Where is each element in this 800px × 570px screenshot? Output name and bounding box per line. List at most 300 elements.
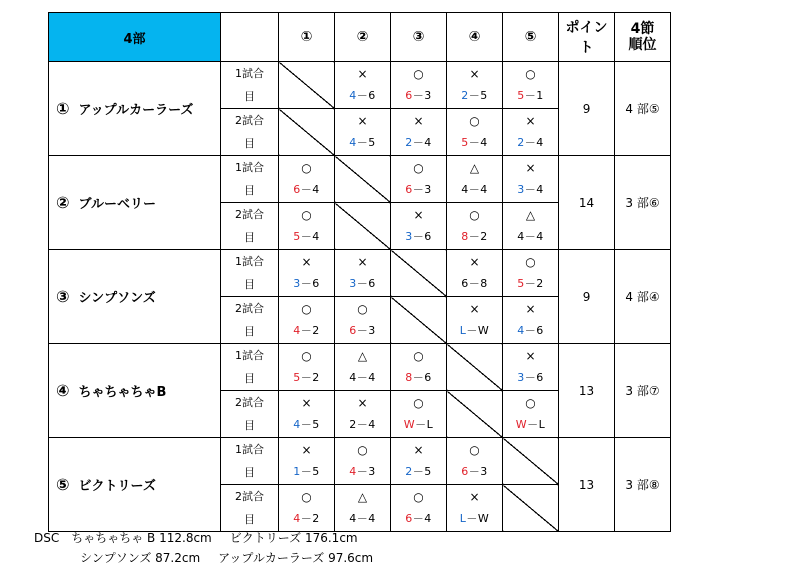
result-symbol: ○: [525, 396, 536, 410]
match-label: [221, 485, 279, 532]
team-name: シンプソンズ: [77, 250, 221, 344]
match-result: [279, 250, 335, 297]
score: [503, 179, 558, 201]
score-opponent: 5: [312, 418, 320, 431]
col-header-1: ①: [279, 13, 335, 62]
score-dash: －: [356, 324, 369, 337]
score: [447, 508, 502, 530]
match-result: [391, 156, 447, 203]
self-match-diagonal: [279, 62, 335, 109]
team-name: ブルーベリー: [77, 156, 221, 250]
score-own: 6: [349, 324, 357, 337]
match-label-line2: 目: [244, 184, 256, 197]
score: [391, 508, 446, 530]
match-result: [503, 297, 559, 344]
team-rank: 3 部⑦: [615, 344, 671, 438]
result-symbol: ○: [301, 490, 312, 504]
score: [391, 461, 446, 483]
team-number: ⑤: [49, 438, 77, 532]
score-dash: －: [468, 183, 481, 196]
match-result: [279, 344, 335, 391]
team-number: ②: [49, 156, 77, 250]
score: [279, 273, 334, 295]
col-header-5: ⑤: [503, 13, 559, 62]
score-own: 3: [517, 183, 525, 196]
score: [335, 320, 390, 342]
match-label-line1: 2試合: [235, 490, 265, 503]
score-opponent: 4: [368, 418, 376, 431]
team-5-match-1-row: [49, 438, 671, 485]
score-dash: －: [300, 277, 313, 290]
score-dash: －: [412, 136, 425, 149]
match-label: [221, 250, 279, 297]
result-symbol: ×: [469, 255, 480, 269]
score-dash: －: [412, 230, 425, 243]
score: [447, 85, 502, 107]
match-label-line2: 目: [244, 231, 256, 244]
rank-header-line2: 順位: [628, 37, 657, 53]
result-symbol: ×: [469, 490, 480, 504]
score: [503, 85, 558, 107]
score: [447, 132, 502, 154]
score: [391, 226, 446, 248]
score-dash: －: [356, 136, 369, 149]
score-own: L: [459, 512, 467, 525]
result-symbol: ×: [301, 255, 312, 269]
match-label: [221, 156, 279, 203]
footer-line-2: [34, 548, 373, 568]
score-dash: －: [468, 465, 481, 478]
match-result: [391, 344, 447, 391]
result-symbol: ○: [525, 67, 536, 81]
score-dash: －: [412, 512, 425, 525]
score-dash: －: [300, 324, 313, 337]
score-dash: －: [466, 512, 478, 525]
footer-line-2-a: シンプソンズ 87.2cm: [80, 551, 201, 565]
score-dash: －: [356, 371, 369, 384]
match-label: [221, 438, 279, 485]
score-opponent: L: [538, 418, 546, 431]
col-header-3: ③: [391, 13, 447, 62]
match-result: [391, 109, 447, 156]
score-dash: －: [300, 230, 313, 243]
score-opponent: 8: [480, 277, 488, 290]
score-own: 8: [405, 371, 413, 384]
score-opponent: W: [477, 512, 490, 525]
result-symbol: ○: [357, 302, 368, 316]
score-dash: －: [356, 89, 369, 102]
score-opponent: 5: [424, 465, 432, 478]
match-label: [221, 344, 279, 391]
score-own: 4: [349, 136, 357, 149]
match-result: [391, 438, 447, 485]
result-symbol: ○: [301, 161, 312, 175]
score-dash: －: [300, 371, 313, 384]
score: [279, 414, 334, 436]
self-match-diagonal: [503, 438, 559, 485]
score-opponent: 4: [480, 136, 488, 149]
score-opponent: 5: [368, 136, 376, 149]
score-dash: －: [300, 183, 313, 196]
score-opponent: 6: [536, 324, 544, 337]
score: [279, 320, 334, 342]
result-symbol: ×: [413, 114, 424, 128]
match-result: [447, 203, 503, 250]
result-symbol: ×: [357, 114, 368, 128]
match-result: [391, 203, 447, 250]
score-dash: －: [468, 277, 481, 290]
footer-line-2-b: アップルカーラーズ 97.6cm: [218, 551, 374, 565]
score-own: 6: [405, 183, 413, 196]
match-result: [335, 297, 391, 344]
score: [279, 461, 334, 483]
score-opponent: 4: [368, 512, 376, 525]
score-own: 6: [293, 183, 301, 196]
match-label-line1: 1試合: [235, 349, 265, 362]
score: [335, 273, 390, 295]
score-dash: －: [300, 465, 313, 478]
result-symbol: ○: [301, 208, 312, 222]
result-symbol: ×: [301, 443, 312, 457]
score-own: 2: [461, 89, 469, 102]
match-label-line2: 目: [244, 419, 256, 432]
match-label-line2: 目: [244, 466, 256, 479]
score-opponent: 4: [312, 230, 320, 243]
score-dash: －: [524, 324, 537, 337]
match-label-line1: 2試合: [235, 208, 265, 221]
score-dash: －: [466, 324, 478, 337]
score-dash: －: [524, 183, 537, 196]
score-dash: －: [356, 418, 369, 431]
score-own: 4: [293, 418, 301, 431]
footer-line-1-a: DSC ちゃちゃちゃ B 112.8cm: [34, 531, 212, 545]
match-result: [279, 391, 335, 438]
score-dash: －: [468, 136, 481, 149]
score: [391, 367, 446, 389]
score-opponent: 3: [424, 183, 432, 196]
score: [447, 179, 502, 201]
team-points: 13: [559, 344, 615, 438]
team-2-match-1-row: [49, 156, 671, 203]
team-points: 9: [559, 250, 615, 344]
score: [503, 226, 558, 248]
score: [447, 320, 502, 342]
self-match-diagonal: [391, 297, 447, 344]
result-symbol: △: [469, 161, 480, 175]
match-result: [447, 156, 503, 203]
score-dash: －: [524, 230, 537, 243]
score-dash: －: [412, 371, 425, 384]
result-symbol: ×: [525, 114, 536, 128]
match-result: [335, 344, 391, 391]
team-name: アップルカーラーズ: [77, 62, 221, 156]
match-result: [447, 109, 503, 156]
score-opponent: 2: [480, 230, 488, 243]
score-dash: －: [524, 371, 537, 384]
team-1-match-1-row: [49, 62, 671, 109]
score-dash: －: [524, 277, 537, 290]
score-opponent: 6: [368, 277, 376, 290]
score-own: 4: [293, 512, 301, 525]
result-symbol: ○: [413, 396, 424, 410]
team-rank: 4 部④: [615, 250, 671, 344]
score-opponent: W: [477, 324, 490, 337]
score-own: 3: [405, 230, 413, 243]
score-dash: －: [412, 89, 425, 102]
score: [503, 273, 558, 295]
score-own: 4: [349, 512, 357, 525]
match-label-line1: 1試合: [235, 161, 265, 174]
score-dash: －: [356, 465, 369, 478]
header-row: [49, 13, 671, 62]
result-symbol: ○: [413, 490, 424, 504]
score-own: 2: [517, 136, 525, 149]
match-label-line2: 目: [244, 372, 256, 385]
score-own: 5: [293, 371, 301, 384]
score-dash: －: [412, 465, 425, 478]
result-symbol: ×: [525, 161, 536, 175]
score-dash: －: [356, 512, 369, 525]
score-dash: －: [524, 89, 537, 102]
score-opponent: L: [426, 418, 434, 431]
match-label: [221, 297, 279, 344]
match-label-line1: 1試合: [235, 443, 265, 456]
match-result: [391, 62, 447, 109]
team-points: 14: [559, 156, 615, 250]
self-match-diagonal: [447, 344, 503, 391]
score-opponent: 2: [312, 324, 320, 337]
score: [279, 508, 334, 530]
score: [447, 226, 502, 248]
result-symbol: ×: [525, 302, 536, 316]
match-result: [335, 109, 391, 156]
score-opponent: 3: [368, 324, 376, 337]
score: [447, 273, 502, 295]
match-result: [279, 485, 335, 532]
team-points: 13: [559, 438, 615, 532]
score-own: 5: [293, 230, 301, 243]
team-3-match-1-row: [49, 250, 671, 297]
score-opponent: 5: [480, 89, 488, 102]
self-match-diagonal: [279, 109, 335, 156]
score-own: 6: [405, 89, 413, 102]
score-dash: －: [468, 89, 481, 102]
score-opponent: 6: [536, 371, 544, 384]
result-symbol: ×: [469, 302, 480, 316]
score-own: 4: [461, 183, 469, 196]
match-label: [221, 109, 279, 156]
score-own: 4: [349, 465, 357, 478]
score-own: 4: [293, 324, 301, 337]
result-symbol: ○: [413, 67, 424, 81]
result-symbol: ×: [413, 208, 424, 222]
score-dash: －: [527, 418, 539, 431]
score-dash: －: [468, 230, 481, 243]
score: [335, 367, 390, 389]
score: [391, 132, 446, 154]
match-result: [391, 391, 447, 438]
result-symbol: △: [357, 349, 368, 363]
match-result: [279, 297, 335, 344]
footer-line-1-b: ビクトリーズ 176.1cm: [229, 531, 358, 545]
score-own: 5: [517, 89, 525, 102]
match-result: [503, 391, 559, 438]
score: [391, 179, 446, 201]
division-header: 4部: [49, 13, 221, 62]
team-name: ちゃちゃちゃB: [77, 344, 221, 438]
match-result: [335, 391, 391, 438]
score-opponent: 3: [480, 465, 488, 478]
score-opponent: 4: [536, 183, 544, 196]
score: [447, 461, 502, 483]
score-own: 4: [517, 230, 525, 243]
match-result: [335, 250, 391, 297]
score-own: 5: [517, 277, 525, 290]
match-result: [447, 485, 503, 532]
score-own: 8: [461, 230, 469, 243]
score: [335, 461, 390, 483]
score-opponent: 2: [536, 277, 544, 290]
match-result: [447, 62, 503, 109]
match-result: [335, 485, 391, 532]
score: [503, 320, 558, 342]
result-symbol: ○: [469, 208, 480, 222]
result-symbol: ○: [301, 302, 312, 316]
match-label-line2: 目: [244, 137, 256, 150]
score-own: 4: [517, 324, 525, 337]
score-dash: －: [356, 277, 369, 290]
result-symbol: ×: [469, 67, 480, 81]
match-result: [503, 156, 559, 203]
score-dash: －: [300, 418, 313, 431]
team-rank: 3 部⑧: [615, 438, 671, 532]
score-opponent: 6: [424, 230, 432, 243]
self-match-diagonal: [391, 250, 447, 297]
col-header-4: ④: [447, 13, 503, 62]
result-symbol: ○: [469, 114, 480, 128]
score-own: 6: [461, 277, 469, 290]
score-own: 2: [405, 136, 413, 149]
score-opponent: 4: [312, 183, 320, 196]
match-result: [503, 62, 559, 109]
score-own: 1: [293, 465, 301, 478]
score-own: 6: [405, 512, 413, 525]
score-own: 3: [517, 371, 525, 384]
col-header-2: ②: [335, 13, 391, 62]
result-symbol: △: [525, 208, 536, 222]
score-opponent: 4: [536, 230, 544, 243]
match-label-line1: 1試合: [235, 255, 265, 268]
score-own: 2: [349, 418, 357, 431]
score-opponent: 2: [312, 371, 320, 384]
result-symbol: ○: [357, 443, 368, 457]
match-result: [503, 203, 559, 250]
result-symbol: △: [357, 490, 368, 504]
result-symbol: ○: [469, 443, 480, 457]
score-dash: －: [524, 136, 537, 149]
team-number: ③: [49, 250, 77, 344]
score-own: 4: [349, 89, 357, 102]
score-own: 4: [349, 371, 357, 384]
score-own: W: [515, 418, 528, 431]
result-symbol: ○: [413, 161, 424, 175]
match-result: [391, 485, 447, 532]
match-label: [221, 62, 279, 109]
score-own: W: [403, 418, 416, 431]
result-symbol: ○: [525, 255, 536, 269]
score: [335, 132, 390, 154]
score-own: 3: [349, 277, 357, 290]
match-result: [279, 156, 335, 203]
self-match-diagonal: [447, 391, 503, 438]
score-own: 5: [461, 136, 469, 149]
match-result: [447, 250, 503, 297]
score-opponent: 3: [368, 465, 376, 478]
score-opponent: 2: [312, 512, 320, 525]
footer-notes: [34, 528, 373, 568]
match-label-line2: 目: [244, 325, 256, 338]
match-result: [503, 344, 559, 391]
score-opponent: 1: [536, 89, 544, 102]
match-label-line2: 目: [244, 513, 256, 526]
match-label-line2: 目: [244, 278, 256, 291]
match-result: [503, 109, 559, 156]
match-label-line1: 2試合: [235, 114, 265, 127]
points-header: ポイント: [559, 13, 615, 62]
result-symbol: ○: [301, 349, 312, 363]
result-symbol: ×: [357, 396, 368, 410]
team-number: ①: [49, 62, 77, 156]
match-result: [447, 297, 503, 344]
score-own: 2: [405, 465, 413, 478]
team-name: ビクトリーズ: [77, 438, 221, 532]
blank-header: [221, 13, 279, 62]
team-rank: 3 部⑥: [615, 156, 671, 250]
team-4-match-1-row: [49, 344, 671, 391]
score: [279, 179, 334, 201]
self-match-diagonal: [503, 485, 559, 532]
match-label: [221, 203, 279, 250]
match-result: [279, 438, 335, 485]
match-label: [221, 391, 279, 438]
score: [335, 414, 390, 436]
result-symbol: ×: [413, 443, 424, 457]
score-dash: －: [300, 512, 313, 525]
score-dash: －: [415, 418, 427, 431]
score-own: 3: [293, 277, 301, 290]
score-opponent: 4: [480, 183, 488, 196]
score: [279, 367, 334, 389]
score: [503, 132, 558, 154]
result-symbol: ○: [413, 349, 424, 363]
score-opponent: 6: [368, 89, 376, 102]
score-opponent: 5: [312, 465, 320, 478]
footer-line-1: [34, 528, 373, 548]
result-symbol: ×: [301, 396, 312, 410]
match-result: [503, 250, 559, 297]
team-number: ④: [49, 344, 77, 438]
score-opponent: 4: [536, 136, 544, 149]
match-result: [335, 438, 391, 485]
score: [335, 508, 390, 530]
result-symbol: ×: [357, 67, 368, 81]
match-label-line2: 目: [244, 90, 256, 103]
self-match-diagonal: [335, 156, 391, 203]
match-label-line1: 2試合: [235, 396, 265, 409]
match-result: [335, 62, 391, 109]
result-symbol: ×: [525, 349, 536, 363]
match-label-line1: 1試合: [235, 67, 265, 80]
